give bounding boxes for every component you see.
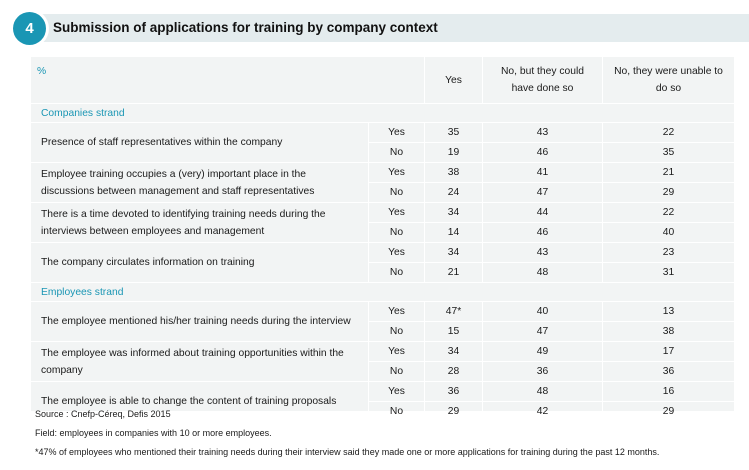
figure-title: Submission of applications for training by company context [53, 20, 438, 35]
value-cell: 23 [603, 243, 735, 263]
table-row [31, 342, 735, 362]
value-cell: 13 [603, 302, 735, 322]
answer-cell: No [369, 263, 425, 283]
value-cell: 36 [603, 362, 735, 382]
value-cell: 16 [603, 382, 735, 402]
row-label: The employee mentioned his/her training needs during the interview [31, 302, 369, 342]
strand-title: Employees strand [31, 283, 735, 302]
footnote: *47% of employees who mentioned their training needs during their interview said they made one or more applications for training during the past 12 months. [35, 447, 660, 457]
answer-cell: No [369, 143, 425, 163]
table-header-row [31, 57, 735, 104]
row-label: Employee training occupies a (very) important place in the discussions between management and staff representatives [31, 163, 369, 203]
table-row [31, 243, 735, 263]
value-cell: 40 [483, 302, 603, 322]
answer-cell: Yes [369, 342, 425, 362]
answer-cell: No [369, 183, 425, 203]
value-cell: 38 [603, 322, 735, 342]
value-cell: 41 [483, 163, 603, 183]
field-note: Field: employees in companies with 10 or more employees. [35, 428, 272, 438]
value-cell: 42 [483, 402, 603, 422]
answer-cell: Yes [369, 163, 425, 183]
table-notes [35, 405, 659, 462]
value-cell: 34 [425, 243, 483, 263]
answer-cell: No [369, 322, 425, 342]
value-cell: 24 [425, 183, 483, 203]
value-cell: 34 [425, 342, 483, 362]
row-label: There is a time devoted to identifying training needs during the interviews between employees and management [31, 203, 369, 243]
answer-cell: Yes [369, 302, 425, 322]
value-cell: 34 [425, 203, 483, 223]
value-cell: 43 [483, 243, 603, 263]
value-cell: 29 [425, 402, 483, 422]
value-cell: 22 [603, 203, 735, 223]
answer-cell: Yes [369, 123, 425, 143]
answer-cell: Yes [369, 243, 425, 263]
table-row [31, 203, 735, 223]
value-cell: 44 [483, 203, 603, 223]
answer-cell: Yes [369, 203, 425, 223]
row-label: The company circulates information on training [31, 243, 369, 283]
value-cell: 48 [483, 263, 603, 283]
value-cell: 17 [603, 342, 735, 362]
value-cell: 21 [603, 163, 735, 183]
strand-header-row [31, 283, 735, 302]
value-cell: 46 [483, 223, 603, 243]
value-cell: 46 [483, 143, 603, 163]
answer-cell: No [369, 223, 425, 243]
row-label: The employee is able to change the content of training proposals [31, 382, 369, 422]
value-cell: 29 [603, 402, 735, 422]
value-cell: 35 [603, 143, 735, 163]
table-row [31, 302, 735, 322]
value-cell: 49 [483, 342, 603, 362]
value-cell: 21 [425, 263, 483, 283]
source-note: Source : Cnefp-Céreq, Defis 2015 [35, 409, 171, 419]
value-cell: 47* [425, 302, 483, 322]
value-cell: 38 [425, 163, 483, 183]
strand-title: Companies strand [31, 104, 735, 123]
row-label: The employee was informed about training opportunities within the company [31, 342, 369, 382]
figure-number-badge: 4 [13, 12, 46, 45]
strand-header-row [31, 104, 735, 123]
value-cell: 28 [425, 362, 483, 382]
value-cell: 48 [483, 382, 603, 402]
column-header-no-could: No, but they could have done so [483, 57, 603, 104]
column-header-no-unable: No, they were unable to do so [603, 57, 735, 104]
value-cell: 36 [425, 382, 483, 402]
table-row [31, 163, 735, 183]
value-cell: 15 [425, 322, 483, 342]
figure-header [0, 0, 749, 44]
value-cell: 31 [603, 263, 735, 283]
value-cell: 19 [425, 143, 483, 163]
value-cell: 36 [483, 362, 603, 382]
value-cell: 22 [603, 123, 735, 143]
answer-cell: No [369, 362, 425, 382]
table-row [31, 123, 735, 143]
value-cell: 35 [425, 123, 483, 143]
answer-cell: No [369, 402, 425, 422]
row-label: Presence of staff representatives within the company [31, 123, 369, 163]
value-cell: 43 [483, 123, 603, 143]
column-header-yes: Yes [425, 57, 483, 104]
table-row [31, 382, 735, 402]
value-cell: 14 [425, 223, 483, 243]
answer-cell: Yes [369, 382, 425, 402]
value-cell: 47 [483, 183, 603, 203]
data-table [30, 56, 735, 422]
value-cell: 40 [603, 223, 735, 243]
value-cell: 29 [603, 183, 735, 203]
value-cell: 47 [483, 322, 603, 342]
unit-label: % [31, 57, 425, 104]
